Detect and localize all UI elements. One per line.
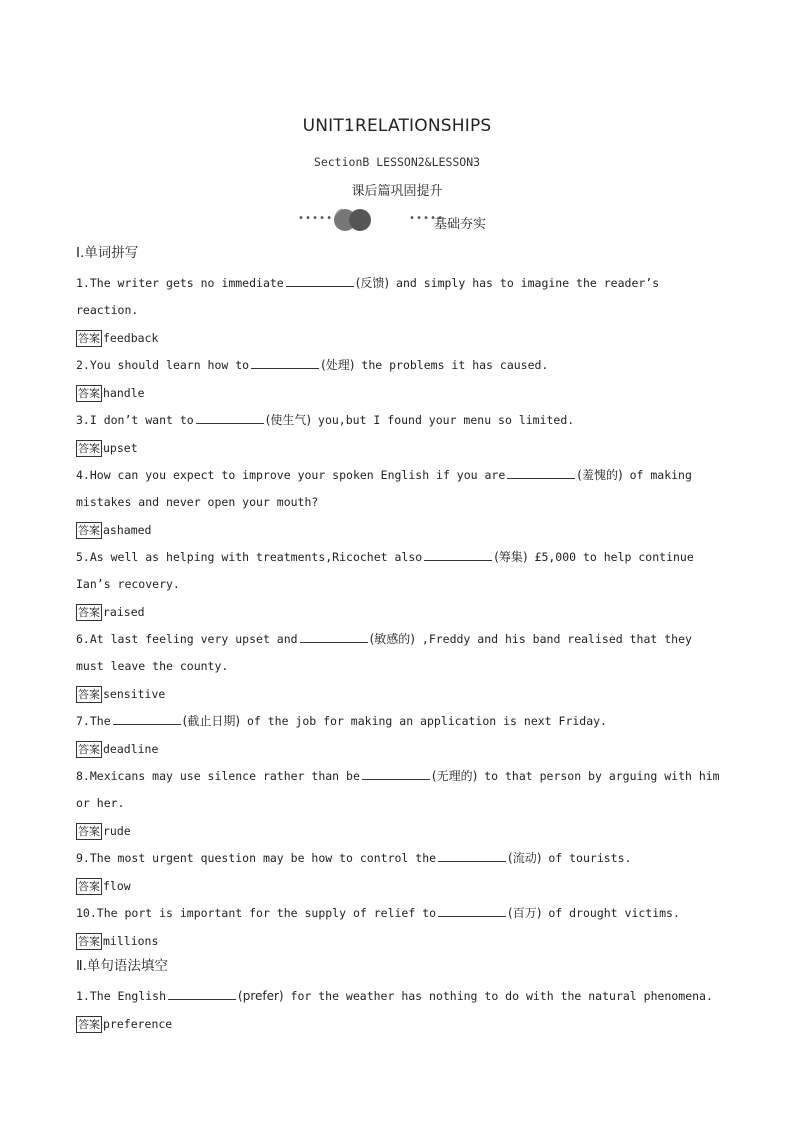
question-text: you,but I found your menu so limited. (318, 413, 575, 427)
question-text: for the weather has nothing to do with the natural phenomena. (290, 989, 713, 1003)
question-text: At last feeling very upset and (89, 632, 298, 646)
question-number: 4. (76, 468, 90, 482)
question-text: of tourists. (548, 851, 632, 865)
answer-value: feedback (103, 331, 159, 345)
answer-row (76, 324, 724, 352)
answer-tag: 答案 (78, 605, 100, 619)
blank (168, 987, 236, 1000)
question-text: I don’t want to (89, 413, 194, 427)
chinese-hint: (百万) (508, 906, 542, 920)
section-banner (296, 205, 516, 237)
answer-row (76, 516, 724, 544)
question-item (76, 626, 724, 680)
answer-row (76, 1010, 724, 1038)
question-text: of making mistakes and never open your mouth? (76, 468, 692, 509)
chinese-hint: (处理) (321, 358, 355, 372)
question-item (76, 462, 724, 516)
question-text: The writer gets no immediate (89, 276, 284, 290)
question-item (76, 845, 724, 872)
answer-value: preference (103, 1017, 173, 1031)
chinese-hint: (使生气) (265, 413, 312, 427)
double-circle-icon (332, 207, 376, 233)
banner-dots-left: ••••• (298, 213, 334, 224)
question-number: 9. (76, 851, 90, 865)
answer-row (76, 927, 724, 955)
banner-label: 基础夯实 (434, 217, 487, 232)
blank (507, 466, 575, 479)
part1-heading: Ⅰ.单词拼写 (76, 245, 139, 261)
part2-list (76, 983, 724, 1038)
question-text: How can you expect to improve your spoken English if you are (89, 468, 506, 482)
question-text: to that person by arguing with him or her. (76, 769, 720, 810)
answer-value: upset (103, 441, 138, 455)
chinese-hint: (prefer) (238, 989, 284, 1003)
chinese-hint: (羞愧的) (577, 468, 623, 482)
answer-row (76, 434, 724, 462)
question-number: 8. (76, 769, 90, 783)
answer-tag: 答案 (78, 824, 100, 838)
question-text: The most urgent question may be how to control the (89, 851, 437, 865)
chinese-hint: (无理的) (431, 769, 478, 783)
question-number: 1. (76, 989, 90, 1003)
question-item (76, 708, 724, 735)
blank (300, 630, 368, 643)
question-text: The English (89, 989, 167, 1003)
answer-value: sensitive (103, 687, 166, 701)
part2-heading: Ⅱ.单句语法填空 (76, 958, 168, 974)
answer-row (76, 598, 724, 626)
question-item (76, 544, 724, 598)
answer-value: flow (103, 879, 131, 893)
answer-row (76, 817, 724, 845)
question-item (76, 407, 724, 434)
exercise-content (76, 242, 724, 1038)
question-item (76, 763, 724, 817)
question-text: Mexicans may use silence rather than be (89, 769, 360, 783)
question-item (76, 900, 724, 927)
blank (251, 356, 319, 369)
answer-tag: 答案 (78, 879, 100, 893)
question-number: 1. (76, 276, 90, 290)
question-text: £5,000 to help continue Ian’s recovery. (76, 550, 694, 591)
blank (286, 274, 354, 287)
answer-value: raised (103, 605, 145, 619)
answer-tag: 答案 (78, 523, 100, 537)
question-number: 6. (76, 632, 90, 646)
question-text: ,Freddy and his band realised that they must leave the county. (76, 632, 692, 673)
question-text: As well as helping with treatments,Ricochet also (89, 550, 423, 564)
answer-row (76, 735, 724, 763)
answer-tag: 答案 (78, 386, 100, 400)
answer-tag: 答案 (78, 687, 100, 701)
answer-row (76, 379, 724, 407)
blank (362, 767, 430, 780)
question-text: of drought victims. (548, 906, 680, 920)
answer-value: rude (103, 824, 131, 838)
chinese-hint: (流动) (508, 851, 542, 865)
answer-value: millions (103, 934, 159, 948)
answer-row (76, 872, 724, 900)
blank (438, 849, 506, 862)
question-number: 5. (76, 550, 90, 564)
question-text: You should learn how to (89, 358, 250, 372)
answer-tag: 答案 (78, 331, 100, 345)
chinese-hint: (敏感的) (369, 632, 415, 646)
answer-value: handle (103, 386, 145, 400)
banner-dots-right: ••••• (409, 213, 445, 224)
page-title: UNIT1RELATIONSHIPS (302, 116, 492, 136)
question-number: 10. (76, 906, 97, 920)
chinese-hint: (截止日期) (182, 714, 241, 728)
question-text: the problems it has caused. (361, 358, 549, 372)
question-text: of the job for making an application is next Friday. (246, 714, 607, 728)
answer-tag: 答案 (78, 742, 100, 756)
blank (438, 904, 506, 917)
blank (196, 411, 264, 424)
blank (424, 548, 492, 561)
blank (113, 712, 181, 725)
question-number: 3. (76, 413, 90, 427)
answer-tag: 答案 (78, 441, 100, 455)
answer-tag: 答案 (78, 1017, 100, 1031)
part1-list (76, 270, 724, 955)
question-text: and simply has to imagine the reader’s reaction. (76, 276, 660, 317)
question-number: 7. (76, 714, 90, 728)
answer-tag: 答案 (78, 934, 100, 948)
question-item (76, 983, 724, 1010)
chinese-hint: (反馈) (355, 276, 390, 290)
section-subtitle: SectionB LESSON2&LESSON3 (313, 155, 481, 169)
question-text: The (89, 714, 111, 728)
question-item (76, 352, 724, 379)
answer-row (76, 680, 724, 708)
answer-value: ashamed (103, 523, 152, 537)
question-text: The port is important for the supply of relief to (96, 906, 437, 920)
exercise-subtitle: 课后篇巩固提升 (351, 184, 443, 199)
answer-value: deadline (103, 742, 159, 756)
chinese-hint: (筹集) (494, 550, 528, 564)
question-item (76, 270, 724, 324)
question-number: 2. (76, 358, 90, 372)
